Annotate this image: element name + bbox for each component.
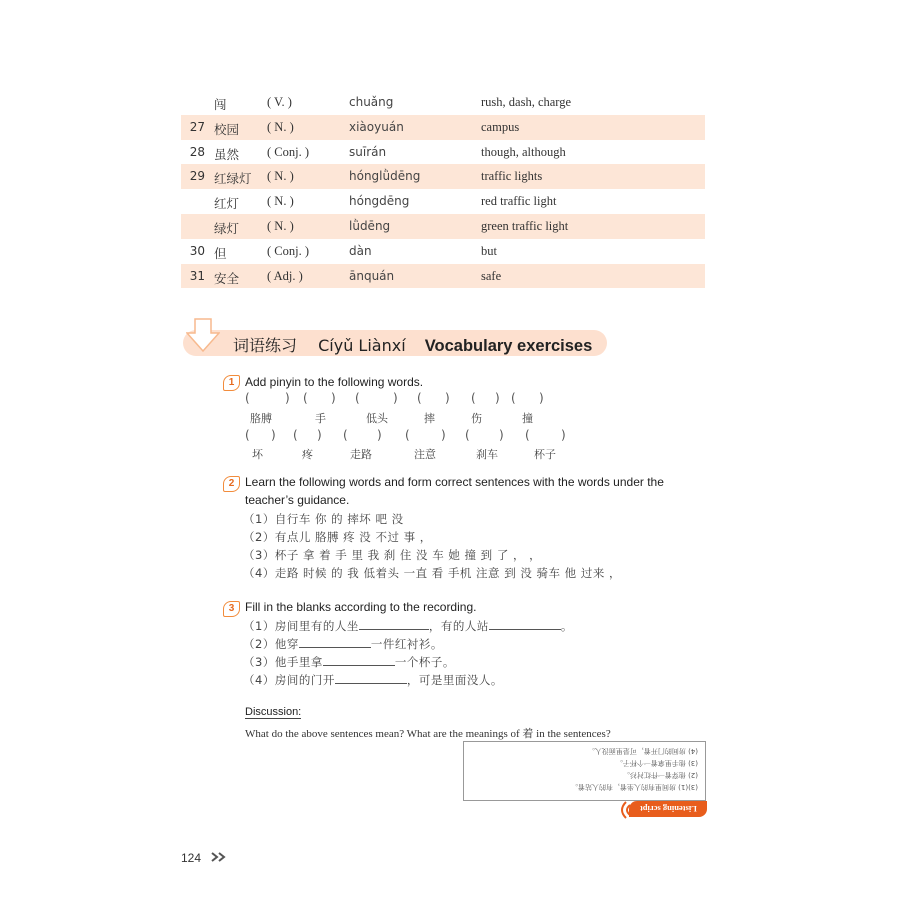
- vocab-chinese: 校园: [214, 121, 240, 137]
- vocab-part-of-speech: ( Conj. ): [267, 144, 310, 159]
- vocab-chinese: 闯: [214, 97, 227, 112]
- vocab-part-of-speech: ( Conj. ): [267, 243, 310, 258]
- vocab-english: campus: [481, 119, 520, 134]
- answer-blank[interactable]: [359, 619, 429, 630]
- vocab-chinese: 但: [214, 245, 227, 261]
- answer-blank[interactable]: [335, 673, 407, 684]
- section-title-en: Vocabulary exercises: [424, 337, 593, 355]
- word: 杯子: [534, 448, 556, 461]
- vocab-english: green traffic light: [481, 218, 569, 233]
- word: 手: [315, 412, 326, 425]
- vocab-part-of-speech: ( V. ): [267, 95, 292, 109]
- vocab-number: 31: [189, 268, 205, 283]
- word: 坏: [252, 448, 263, 461]
- vocabulary-table: [181, 90, 705, 288]
- fill-sentence-1: （1）房间里有的人坐 ，有的人站 。: [243, 619, 573, 633]
- fill-sentence-4: （4）房间的门开 ，可是里面没人。: [243, 673, 503, 687]
- word: 摔: [424, 412, 435, 425]
- vocab-pinyin: dàn: [349, 243, 372, 258]
- vocab-pinyin: ānquán: [349, 268, 395, 283]
- vocab-row: [181, 239, 705, 264]
- sentence-3: （3）杯子 拿 着 手 里 我 刹 住 没 车 她 撞 到 了 ， ，: [243, 548, 542, 562]
- vocab-row: [181, 140, 705, 165]
- vocab-part-of-speech: ( Adj. ): [267, 268, 303, 283]
- vocab-chinese: 绿灯: [214, 220, 240, 236]
- vocab-pinyin: xiàoyuán: [349, 119, 404, 134]
- vocab-part-of-speech: ( N. ): [267, 119, 294, 134]
- exercise-2-instruction-line-1: Learn the following words and form correct sentences with the words under the: [245, 475, 664, 489]
- vocab-row: [181, 189, 705, 214]
- vocab-number: 27: [189, 119, 205, 134]
- section-title-zh: 词语练习: [233, 336, 298, 355]
- fill-sentence-2: （2）他穿 一件红衬衫。: [243, 637, 443, 651]
- vocab-part-of-speech: ( N. ): [267, 218, 294, 233]
- vocab-english: safe: [481, 268, 502, 283]
- vocab-pinyin: lǜdēng: [349, 218, 391, 233]
- vocab-part-of-speech: ( N. ): [267, 169, 294, 184]
- listening-script-text: (3)(1) 房间里有的人坐着，有的人站着。 (2) 他穿着一件红衬衫。 (3) 他手里拿着一个杯子。 (4) 房间的门开着，可是里面没人。: [570, 747, 698, 791]
- vocab-english: though, although: [481, 144, 566, 159]
- vocab-chinese: 虽然: [214, 146, 240, 162]
- section-title-pinyin: Cíyǔ Liànxí: [318, 336, 406, 355]
- listening-script-tab: Listening script: [629, 801, 707, 817]
- vocab-pinyin: hóngdēng: [349, 194, 410, 209]
- vocab-row: [181, 90, 705, 115]
- vocab-pinyin: chuǎng: [349, 95, 394, 109]
- exercise-3-instruction: Fill in the blanks according to the recording.: [245, 600, 477, 614]
- exercise-2-instruction-line-2: teacher’s guidance.: [245, 493, 350, 507]
- down-arrow-icon: [186, 318, 220, 354]
- vocab-pinyin: hónglǜdēng: [349, 169, 421, 184]
- vocab-chinese: 红绿灯: [214, 171, 252, 187]
- answer-blank[interactable]: [489, 619, 561, 630]
- word: 撞: [522, 412, 533, 425]
- word: 低头: [366, 412, 388, 425]
- vocab-english: traffic lights: [481, 169, 543, 184]
- vocab-row: [181, 164, 705, 189]
- section-title: [233, 333, 592, 356]
- word: 胳膊: [250, 412, 272, 425]
- vocab-row: [181, 264, 705, 289]
- vocab-number: 29: [189, 169, 205, 184]
- vocab-chinese: 安全: [214, 270, 240, 286]
- vocab-number: 30: [189, 243, 205, 258]
- sentence-1: （1）自行车 你 的 摔坏 吧 没: [243, 512, 404, 526]
- discussion-question: What do the above sentences mean? What are the meanings of 着 in the sentences?: [245, 728, 611, 740]
- exercise-number-badge: 1: [223, 375, 240, 391]
- vocab-pinyin: suīrán: [349, 144, 387, 159]
- vocab-part-of-speech: ( N. ): [267, 194, 294, 209]
- word: 走路: [350, 448, 372, 461]
- vocab-english: red traffic light: [481, 194, 557, 209]
- vocab-row: [181, 115, 705, 140]
- exercise-number-badge: 2: [223, 476, 240, 492]
- vocab-english: rush, dash, charge: [481, 95, 572, 109]
- fill-sentence-3: （3）他手里拿 一个杯子。: [243, 655, 455, 669]
- sentence-4: （4）走路 时候 的 我 低着头 一直 看 手机 注意 到 没 骑车 他 过来 ，: [243, 566, 621, 580]
- sentence-2: （2）有点儿 胳膊 疼 没 不过 事 ，: [243, 530, 432, 544]
- discussion-label: Discussion:: [245, 706, 302, 718]
- exercise-1-instruction: Add pinyin to the following words.: [245, 375, 424, 389]
- word: 疼: [302, 448, 313, 461]
- word: 刹车: [476, 448, 498, 461]
- word: 伤: [471, 412, 482, 425]
- vocab-english: but: [481, 243, 497, 258]
- vocab-chinese: 红灯: [214, 196, 240, 212]
- answer-blank[interactable]: [323, 655, 395, 666]
- word: 注意: [414, 448, 436, 461]
- vocab-row: [181, 214, 705, 239]
- answer-blank[interactable]: [299, 637, 371, 648]
- listening-script-box: [463, 741, 706, 801]
- vocab-number: 28: [189, 144, 205, 159]
- exercise-number-badge: 3: [223, 601, 240, 617]
- double-chevron-right-icon: [211, 852, 229, 862]
- page-number: 124: [181, 851, 202, 865]
